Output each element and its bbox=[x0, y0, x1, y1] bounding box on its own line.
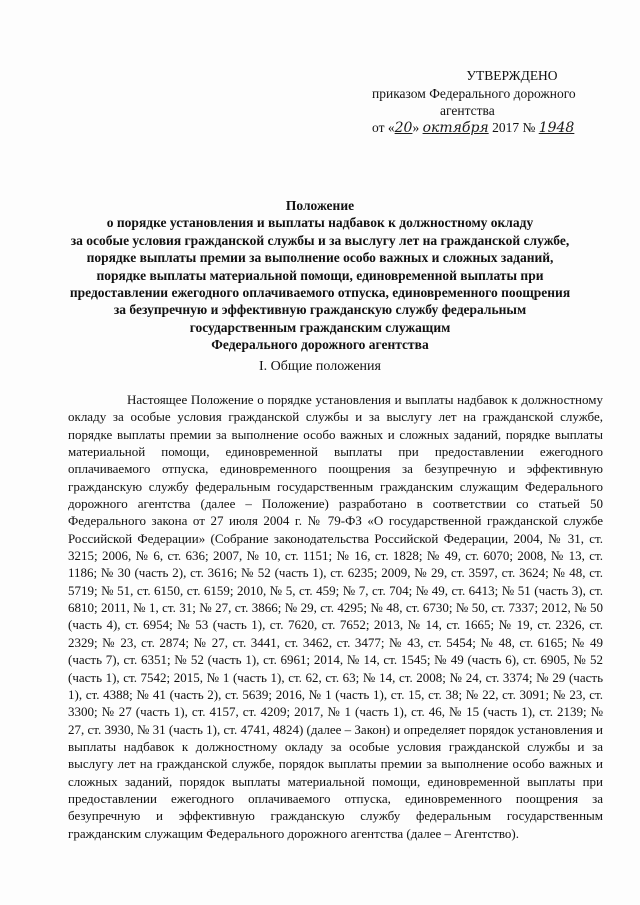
date-separator: » bbox=[412, 120, 420, 135]
title-line: порядке выплаты материальной помощи, единовременной выплаты при bbox=[96, 267, 544, 283]
title-line: за особые условия гражданской службы и за выслугу лет на гражданской службе, bbox=[70, 232, 570, 248]
title-line: Федерального дорожного агентства bbox=[211, 337, 429, 353]
approval-block bbox=[372, 67, 622, 137]
approval-date-line bbox=[372, 119, 622, 137]
handwritten-day: 20 bbox=[394, 120, 413, 136]
approval-line-agency: агентства bbox=[440, 103, 495, 118]
handwritten-order-number: 1948 bbox=[538, 120, 575, 136]
section-heading: I. Общие положения bbox=[259, 359, 381, 374]
approval-heading: УТВЕРЖДЕНО bbox=[466, 68, 558, 83]
title-line: порядке выплаты премии за выполнение особо важных и сложных заданий, bbox=[86, 250, 554, 266]
handwritten-month: октября bbox=[422, 120, 489, 136]
title-line: предоставлении ежегодного оплачиваемого отпуска, единовременного поощрения bbox=[69, 285, 571, 301]
approval-line-order: приказом Федерального дорожного bbox=[372, 86, 576, 101]
title-line: государственным гражданским служащим bbox=[189, 319, 451, 335]
title-line: о порядке установления и выплаты надбавок к должностному окладу bbox=[106, 215, 534, 231]
date-prefix: от « bbox=[372, 120, 395, 135]
body-paragraph: Настоящее Положение о порядке установления и выплаты надбавок к должностному окладу за особые условия гражданской службы и за выслугу лет на гражданской службе, порядке выплаты премии за выполнение особо важных и сложных заданий, порядке выплаты материальной помощи, единовременной выплаты при предоставлении ежегодного оплачиваемого отпуска, единовременного поощрения за безупречную и эффективную гражданскую службу федеральным государственным гражданским служащим Федерального дорожного агентства (далее – Положение) разработано в соответствии со статьей 50 Федерального закона от 27 июля 2004 г. № 79-ФЗ «О государственной гражданской службе Российской Федерации» (Собрание законодательства Российской Федерации, 2004, № 31, ст. 3215; 2006, № 6, ст. 636; 2007, № 10, ст. 1151; № 16, ст. 1828; № 49, ст. 6070; 2008, № 13, ст. 1186; № 30 (часть 2), ст. 3616; № 52 (часть 1), ст. 6235; 2009, № 29, ст. 3597, ст. 3624; № 48, ст. 5719; № 51, ст. 6150, ст. 6159; 2010, № 5, ст. 459; № 7, ст. 704; № 49, ст. 6413; № 51 (часть 3), ст. 6810; 2011, № 1, ст. 31; № 27, ст. 3866; № 29, ст. 4295; № 48, ст. 6730; № 50, ст. 7337; 2012, № 50 (часть 4), ст. 6954; № 53 (часть 1), ст. 7620, ст. 7652; 2013, № 14, ст. 1665; № 19, ст. 2326, ст. 2329; № 23, ст. 2874; № 27, ст. 3441, ст. 3462, ст. 3477; № 43, ст. 5454; № 48, ст. 6165; № 49 (часть 7), ст. 6351; № 52 (часть 1), ст. 6961; 2014, № 14, ст. 1545; № 49 (часть 6), ст. 6905, № 52 (часть 1), ст. 7542; 2015, № 1 (часть 1), ст. 62, ст. 63; № 14, ст. 2008; № 24, ст. 3374; № 29 (часть 1), ст. 4388; № 41 (часть 2), ст. 5639; 2016, № 1 (часть 1), ст. 15, ст. 38; № 22, ст. 3091; № 23, ст. 3300; № 27 (часть 1), ст. 4157, ст. 4209; 2017, № 1 (часть 1), ст. 46, № 15 (часть 1), ст. 2139; № 27, ст. 3930, № 31 (часть 1), ст. 4741, 4824) (далее – Закон) и определяет порядок установления и выплаты надбавок к должностному окладу за особые условия гражданской службы и за выслугу лет на гражданской службе, порядок выплаты премии за выполнение особо важных и сложных заданий, порядок выплаты материальной помощи, единовременной выплаты при предоставлении ежегодного оплачиваемого отпуска, единовременного поощрения за безупречную и эффективную гражданскую службу федеральным государственным гражданским служащим Федерального дорожного агентства (далее – Агентство). bbox=[68, 392, 603, 841]
year-number-prefix: 2017 № bbox=[492, 120, 536, 135]
document-title bbox=[40, 197, 600, 354]
title-line: за безупречную и эффективную гражданскую службу федеральным bbox=[113, 302, 527, 318]
title-line: Положение bbox=[285, 198, 355, 213]
